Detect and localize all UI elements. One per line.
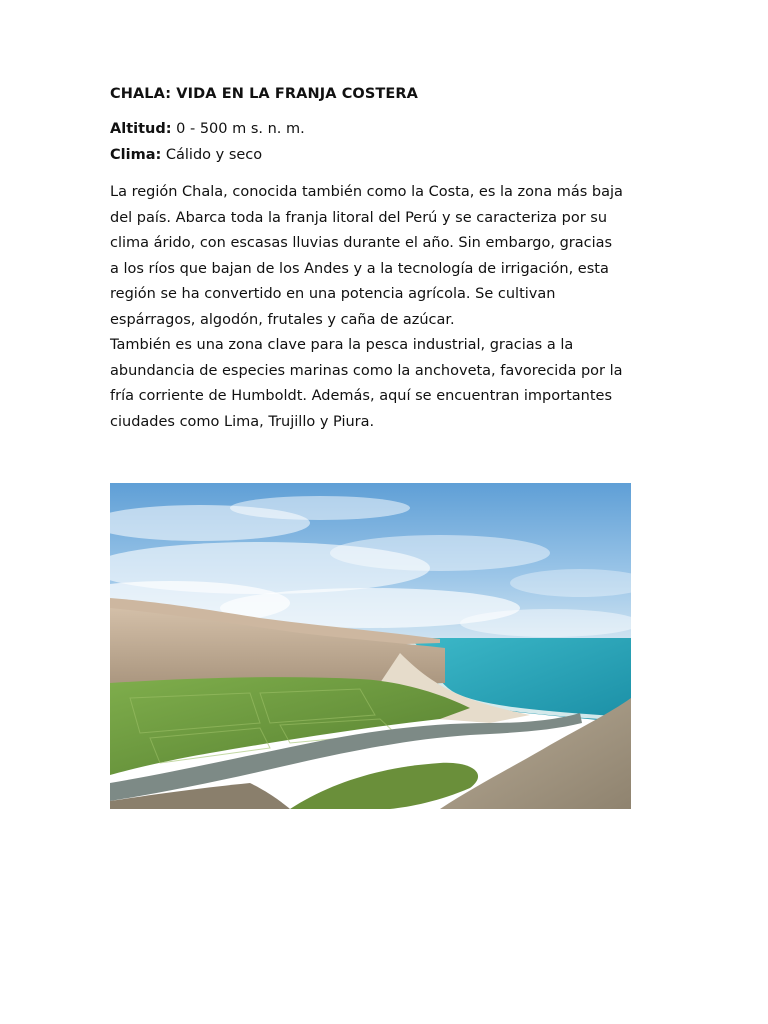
coastal-landscape-photo [110, 483, 631, 809]
body-line: a los ríos que bajan de los Andes y a la tecnología de irrigación, esta [110, 260, 609, 277]
clima-value: Cálido y seco [161, 147, 263, 163]
foreground-vegetation [290, 763, 478, 809]
body-line: ciudades como Lima, Trujillo y Piura. [110, 413, 375, 430]
body-line: La región Chala, conocida también como la Costa, es la zona más baja [110, 184, 623, 200]
altitud-label: Altitud: [110, 121, 172, 137]
body-line: abundancia de especies marinas como la anchoveta, favorecida por la [110, 362, 623, 379]
body-line: espárragos, algodón, frutales y caña de azúcar. [110, 311, 455, 328]
altitud-value: 0 - 500 m s. n. m. [171, 121, 305, 137]
body-line: También es una zona clave para la pesca industrial, gracias a la [110, 337, 574, 353]
body-line: región se ha convertido en una potencia agrícola. Se cultivan [110, 286, 556, 302]
body-line: clima árido, con escasas lluvias durante el año. Sin embargo, gracias [110, 235, 613, 251]
document-title: CHALA: VIDA EN LA FRANJA COSTERA [110, 86, 418, 102]
clima-line [110, 146, 262, 164]
body-line: fría corriente de Humboldt. Además, aquí se encuentran importantes [110, 388, 613, 404]
altitud-line [110, 120, 305, 138]
body-paragraph [110, 180, 670, 435]
body-line: del país. Abarca toda la franja litoral del Perú y se caracteriza por su [110, 209, 608, 226]
clima-label: Clima: [110, 147, 162, 163]
